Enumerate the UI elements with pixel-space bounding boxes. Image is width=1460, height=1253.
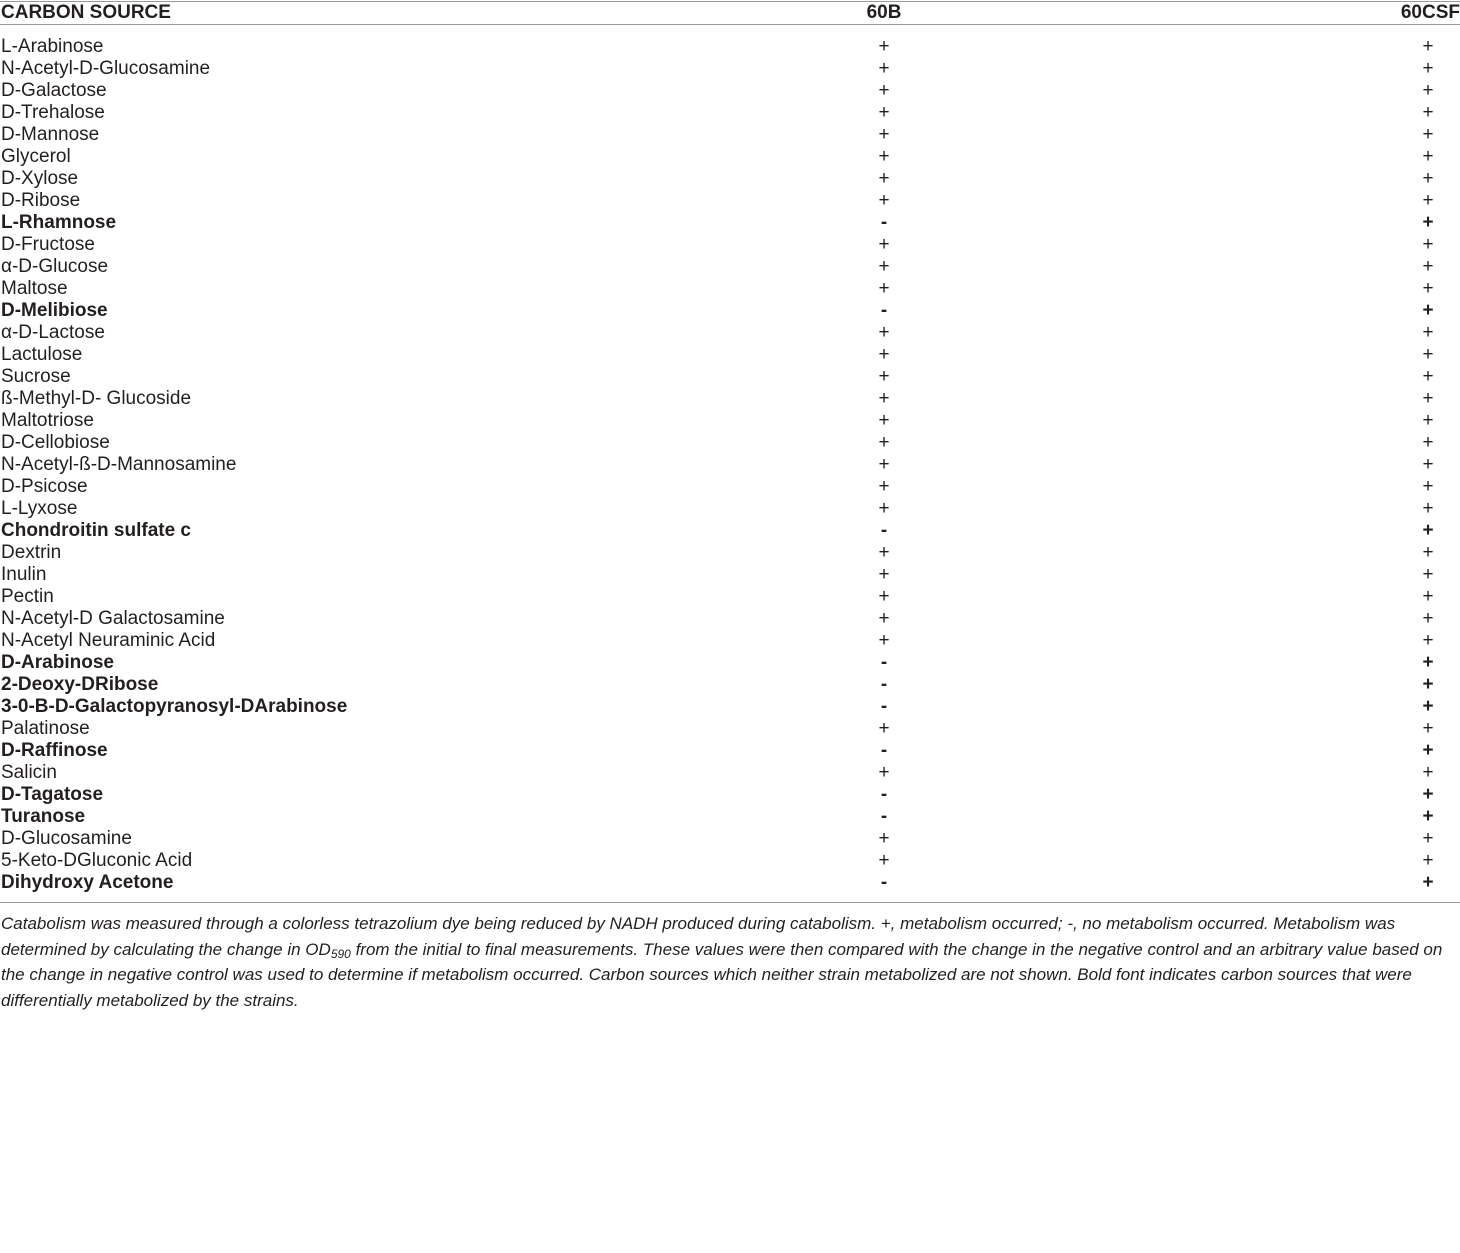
cell-60csf: + bbox=[1422, 168, 1434, 189]
table-header-row bbox=[0, 2, 1460, 24]
cell-carbon-source: N-Acetyl-D Galactosamine bbox=[1, 608, 225, 629]
table-row bbox=[0, 344, 1460, 366]
cell-60csf: + bbox=[1422, 80, 1434, 101]
header-60csf: 60CSF bbox=[1400, 2, 1460, 23]
cell-60b: + bbox=[878, 454, 890, 475]
cell-60csf: + bbox=[1422, 256, 1434, 277]
cell-60csf: + bbox=[1422, 58, 1434, 79]
cell-carbon-source: D-Tagatose bbox=[1, 784, 104, 805]
cell-carbon-source: 3-0-B-D-Galactopyranosyl-DArabinose bbox=[1, 696, 348, 717]
cell-60b: + bbox=[878, 168, 890, 189]
cell-60b: + bbox=[878, 850, 890, 871]
table-row bbox=[0, 630, 1460, 652]
cell-carbon-source: Sucrose bbox=[1, 366, 71, 387]
cell-carbon-source: D-Melibiose bbox=[1, 300, 108, 321]
table-row bbox=[0, 828, 1460, 850]
table-row bbox=[0, 476, 1460, 498]
cell-carbon-source: N-Acetyl Neuraminic Acid bbox=[1, 630, 216, 651]
table-row bbox=[0, 608, 1460, 630]
cell-carbon-source: D-Raffinose bbox=[1, 740, 108, 761]
cell-carbon-source: L-Lyxose bbox=[1, 498, 78, 519]
cell-carbon-source: Chondroitin sulfate c bbox=[1, 520, 191, 541]
cell-carbon-source: D-Mannose bbox=[1, 124, 100, 145]
table-row bbox=[0, 872, 1460, 894]
cell-60b: - bbox=[880, 674, 888, 695]
cell-60b: - bbox=[880, 520, 888, 541]
table-row bbox=[0, 652, 1460, 674]
cell-60csf: + bbox=[1422, 300, 1434, 321]
cell-60b: + bbox=[878, 322, 890, 343]
table-row bbox=[0, 454, 1460, 476]
cell-60b: + bbox=[878, 146, 890, 167]
cell-60b: + bbox=[878, 630, 890, 651]
cell-carbon-source: N-Acetyl-D-Glucosamine bbox=[1, 58, 211, 79]
cell-60b: - bbox=[880, 300, 888, 321]
cell-carbon-source: Salicin bbox=[1, 762, 57, 783]
cell-60csf: + bbox=[1422, 630, 1434, 651]
cell-60csf: + bbox=[1422, 344, 1434, 365]
cell-60csf: + bbox=[1422, 872, 1434, 893]
footnote-subscript: 590 bbox=[330, 946, 351, 961]
table-row bbox=[0, 102, 1460, 124]
cell-60csf: + bbox=[1422, 586, 1434, 607]
cell-60csf: + bbox=[1422, 476, 1434, 497]
cell-60b: + bbox=[878, 36, 890, 57]
cell-60csf: + bbox=[1422, 366, 1434, 387]
table-row bbox=[0, 432, 1460, 454]
cell-carbon-source: L-Arabinose bbox=[1, 36, 104, 57]
table-row bbox=[0, 718, 1460, 740]
cell-60b: + bbox=[878, 608, 890, 629]
cell-carbon-source: 5-Keto-DGluconic Acid bbox=[1, 850, 193, 871]
header-60b: 60B bbox=[866, 2, 902, 23]
cell-60csf: + bbox=[1422, 498, 1434, 519]
table-row bbox=[0, 190, 1460, 212]
cell-60csf: + bbox=[1422, 542, 1434, 563]
cell-60csf: + bbox=[1422, 322, 1434, 343]
cell-carbon-source: ß-Methyl-D- Glucoside bbox=[1, 388, 192, 409]
table-row bbox=[0, 740, 1460, 762]
cell-60b: + bbox=[878, 432, 890, 453]
cell-carbon-source: α-D-Glucose bbox=[1, 256, 109, 277]
cell-60b: + bbox=[878, 80, 890, 101]
table-row bbox=[0, 784, 1460, 806]
cell-60b: - bbox=[880, 806, 888, 827]
cell-60csf: + bbox=[1422, 850, 1434, 871]
cell-60b: + bbox=[878, 366, 890, 387]
cell-60csf: + bbox=[1422, 608, 1434, 629]
footnote-text-part1: Catabolism was measured through a colorless tetrazolium dye being reduced by NADH produced during catabolism. +, metabolism occurred; -, no metabolism occurred. Metabolism was determined by calculating the change in OD bbox=[1, 914, 1396, 959]
table-row bbox=[0, 146, 1460, 168]
cell-carbon-source: Lactulose bbox=[1, 344, 83, 365]
cell-carbon-source: Maltotriose bbox=[1, 410, 94, 431]
cell-60csf: + bbox=[1422, 696, 1434, 717]
table-row bbox=[0, 850, 1460, 872]
cell-60b: - bbox=[880, 212, 888, 233]
table-row bbox=[0, 674, 1460, 696]
cell-carbon-source: Palatinose bbox=[1, 718, 90, 739]
cell-60csf: + bbox=[1422, 674, 1434, 695]
cell-carbon-source: D-Ribose bbox=[1, 190, 81, 211]
cell-60b: + bbox=[878, 762, 890, 783]
cell-60b: + bbox=[878, 102, 890, 123]
cell-carbon-source: D-Fructose bbox=[1, 234, 95, 255]
cell-60csf: + bbox=[1422, 212, 1434, 233]
cell-60b: - bbox=[880, 872, 888, 893]
cell-60csf: + bbox=[1422, 146, 1434, 167]
cell-60b: + bbox=[878, 190, 890, 211]
cell-60csf: + bbox=[1422, 278, 1434, 299]
table-row bbox=[0, 586, 1460, 608]
table-row bbox=[0, 762, 1460, 784]
cell-60b: - bbox=[880, 740, 888, 761]
cell-carbon-source: Dextrin bbox=[1, 542, 62, 563]
cell-60csf: + bbox=[1422, 520, 1434, 541]
table-row bbox=[0, 366, 1460, 388]
cell-carbon-source: Inulin bbox=[1, 564, 47, 585]
cell-carbon-source: D-Arabinose bbox=[1, 652, 114, 673]
table-row bbox=[0, 80, 1460, 102]
cell-carbon-source: D-Psicose bbox=[1, 476, 88, 497]
table-row bbox=[0, 520, 1460, 542]
table-row bbox=[0, 36, 1460, 58]
cell-60csf: + bbox=[1422, 124, 1434, 145]
table-row bbox=[0, 234, 1460, 256]
cell-60csf: + bbox=[1422, 234, 1434, 255]
cell-60b: + bbox=[878, 498, 890, 519]
table-row bbox=[0, 542, 1460, 564]
cell-60csf: + bbox=[1422, 388, 1434, 409]
cell-60b: + bbox=[878, 718, 890, 739]
cell-carbon-source: α-D-Lactose bbox=[1, 322, 105, 343]
cell-60b: + bbox=[878, 828, 890, 849]
cell-60b: + bbox=[878, 278, 890, 299]
cell-60csf: + bbox=[1422, 718, 1434, 739]
cell-60csf: + bbox=[1422, 432, 1434, 453]
cell-60csf: + bbox=[1422, 564, 1434, 585]
footnote-text-part2: from the initial to final measurements. These values were then compared with the change in the negative control and an arbitrary value based on the change in negative control was used to determine if metabolism occurred. Carbon sources which neither strain metabolized are not shown. Bold font indicates carbon sources that were differentially metabolized by the strains. bbox=[1, 939, 1443, 1010]
table-row bbox=[0, 278, 1460, 300]
cell-60b: + bbox=[878, 58, 890, 79]
cell-60b: - bbox=[880, 784, 888, 805]
table-row bbox=[0, 124, 1460, 146]
table-row bbox=[0, 168, 1460, 190]
table-row bbox=[0, 58, 1460, 80]
cell-60b: + bbox=[878, 586, 890, 607]
cell-60b: + bbox=[878, 256, 890, 277]
cell-60csf: + bbox=[1422, 190, 1434, 211]
cell-carbon-source: Maltose bbox=[1, 278, 68, 299]
cell-carbon-source: D-Galactose bbox=[1, 80, 107, 101]
cell-60csf: + bbox=[1422, 784, 1434, 805]
cell-60csf: + bbox=[1422, 762, 1434, 783]
cell-carbon-source: D-Cellobiose bbox=[1, 432, 110, 453]
cell-carbon-source: N-Acetyl-ß-D-Mannosamine bbox=[1, 454, 237, 475]
cell-carbon-source: D-Xylose bbox=[1, 168, 79, 189]
table-body bbox=[0, 25, 1460, 902]
table-row bbox=[0, 806, 1460, 828]
cell-60b: - bbox=[880, 652, 888, 673]
table-row bbox=[0, 388, 1460, 410]
cell-60csf: + bbox=[1422, 454, 1434, 475]
cell-60b: + bbox=[878, 564, 890, 585]
cell-60csf: + bbox=[1422, 410, 1434, 431]
cell-60csf: + bbox=[1422, 740, 1434, 761]
cell-60csf: + bbox=[1422, 806, 1434, 827]
table-row bbox=[0, 696, 1460, 718]
cell-60csf: + bbox=[1422, 36, 1434, 57]
cell-60csf: + bbox=[1422, 102, 1434, 123]
cell-60b: + bbox=[878, 234, 890, 255]
table-row bbox=[0, 410, 1460, 432]
cell-60b: + bbox=[878, 124, 890, 145]
cell-carbon-source: D-Trehalose bbox=[1, 102, 105, 123]
cell-carbon-source: Turanose bbox=[1, 806, 86, 827]
table-row bbox=[0, 256, 1460, 278]
cell-carbon-source: L-Rhamnose bbox=[1, 212, 117, 233]
table-footnote bbox=[0, 903, 1459, 1013]
cell-carbon-source: 2-Deoxy-DRibose bbox=[1, 674, 159, 695]
table-row bbox=[0, 212, 1460, 234]
cell-60b: + bbox=[878, 344, 890, 365]
cell-carbon-source: Dihydroxy Acetone bbox=[1, 872, 174, 893]
cell-60csf: + bbox=[1422, 652, 1434, 673]
cell-60b: + bbox=[878, 388, 890, 409]
table-row bbox=[0, 300, 1460, 322]
cell-carbon-source: Pectin bbox=[1, 586, 54, 607]
cell-60csf: + bbox=[1422, 828, 1434, 849]
header-carbon-source: CARBON SOURCE bbox=[1, 2, 171, 23]
cell-carbon-source: Glycerol bbox=[1, 146, 71, 167]
table-row bbox=[0, 498, 1460, 520]
cell-60b: + bbox=[878, 476, 890, 497]
table-row bbox=[0, 322, 1460, 344]
table-row bbox=[0, 564, 1460, 586]
cell-60b: - bbox=[880, 696, 888, 717]
cell-carbon-source: D-Glucosamine bbox=[1, 828, 132, 849]
cell-60b: + bbox=[878, 410, 890, 431]
cell-60b: + bbox=[878, 542, 890, 563]
